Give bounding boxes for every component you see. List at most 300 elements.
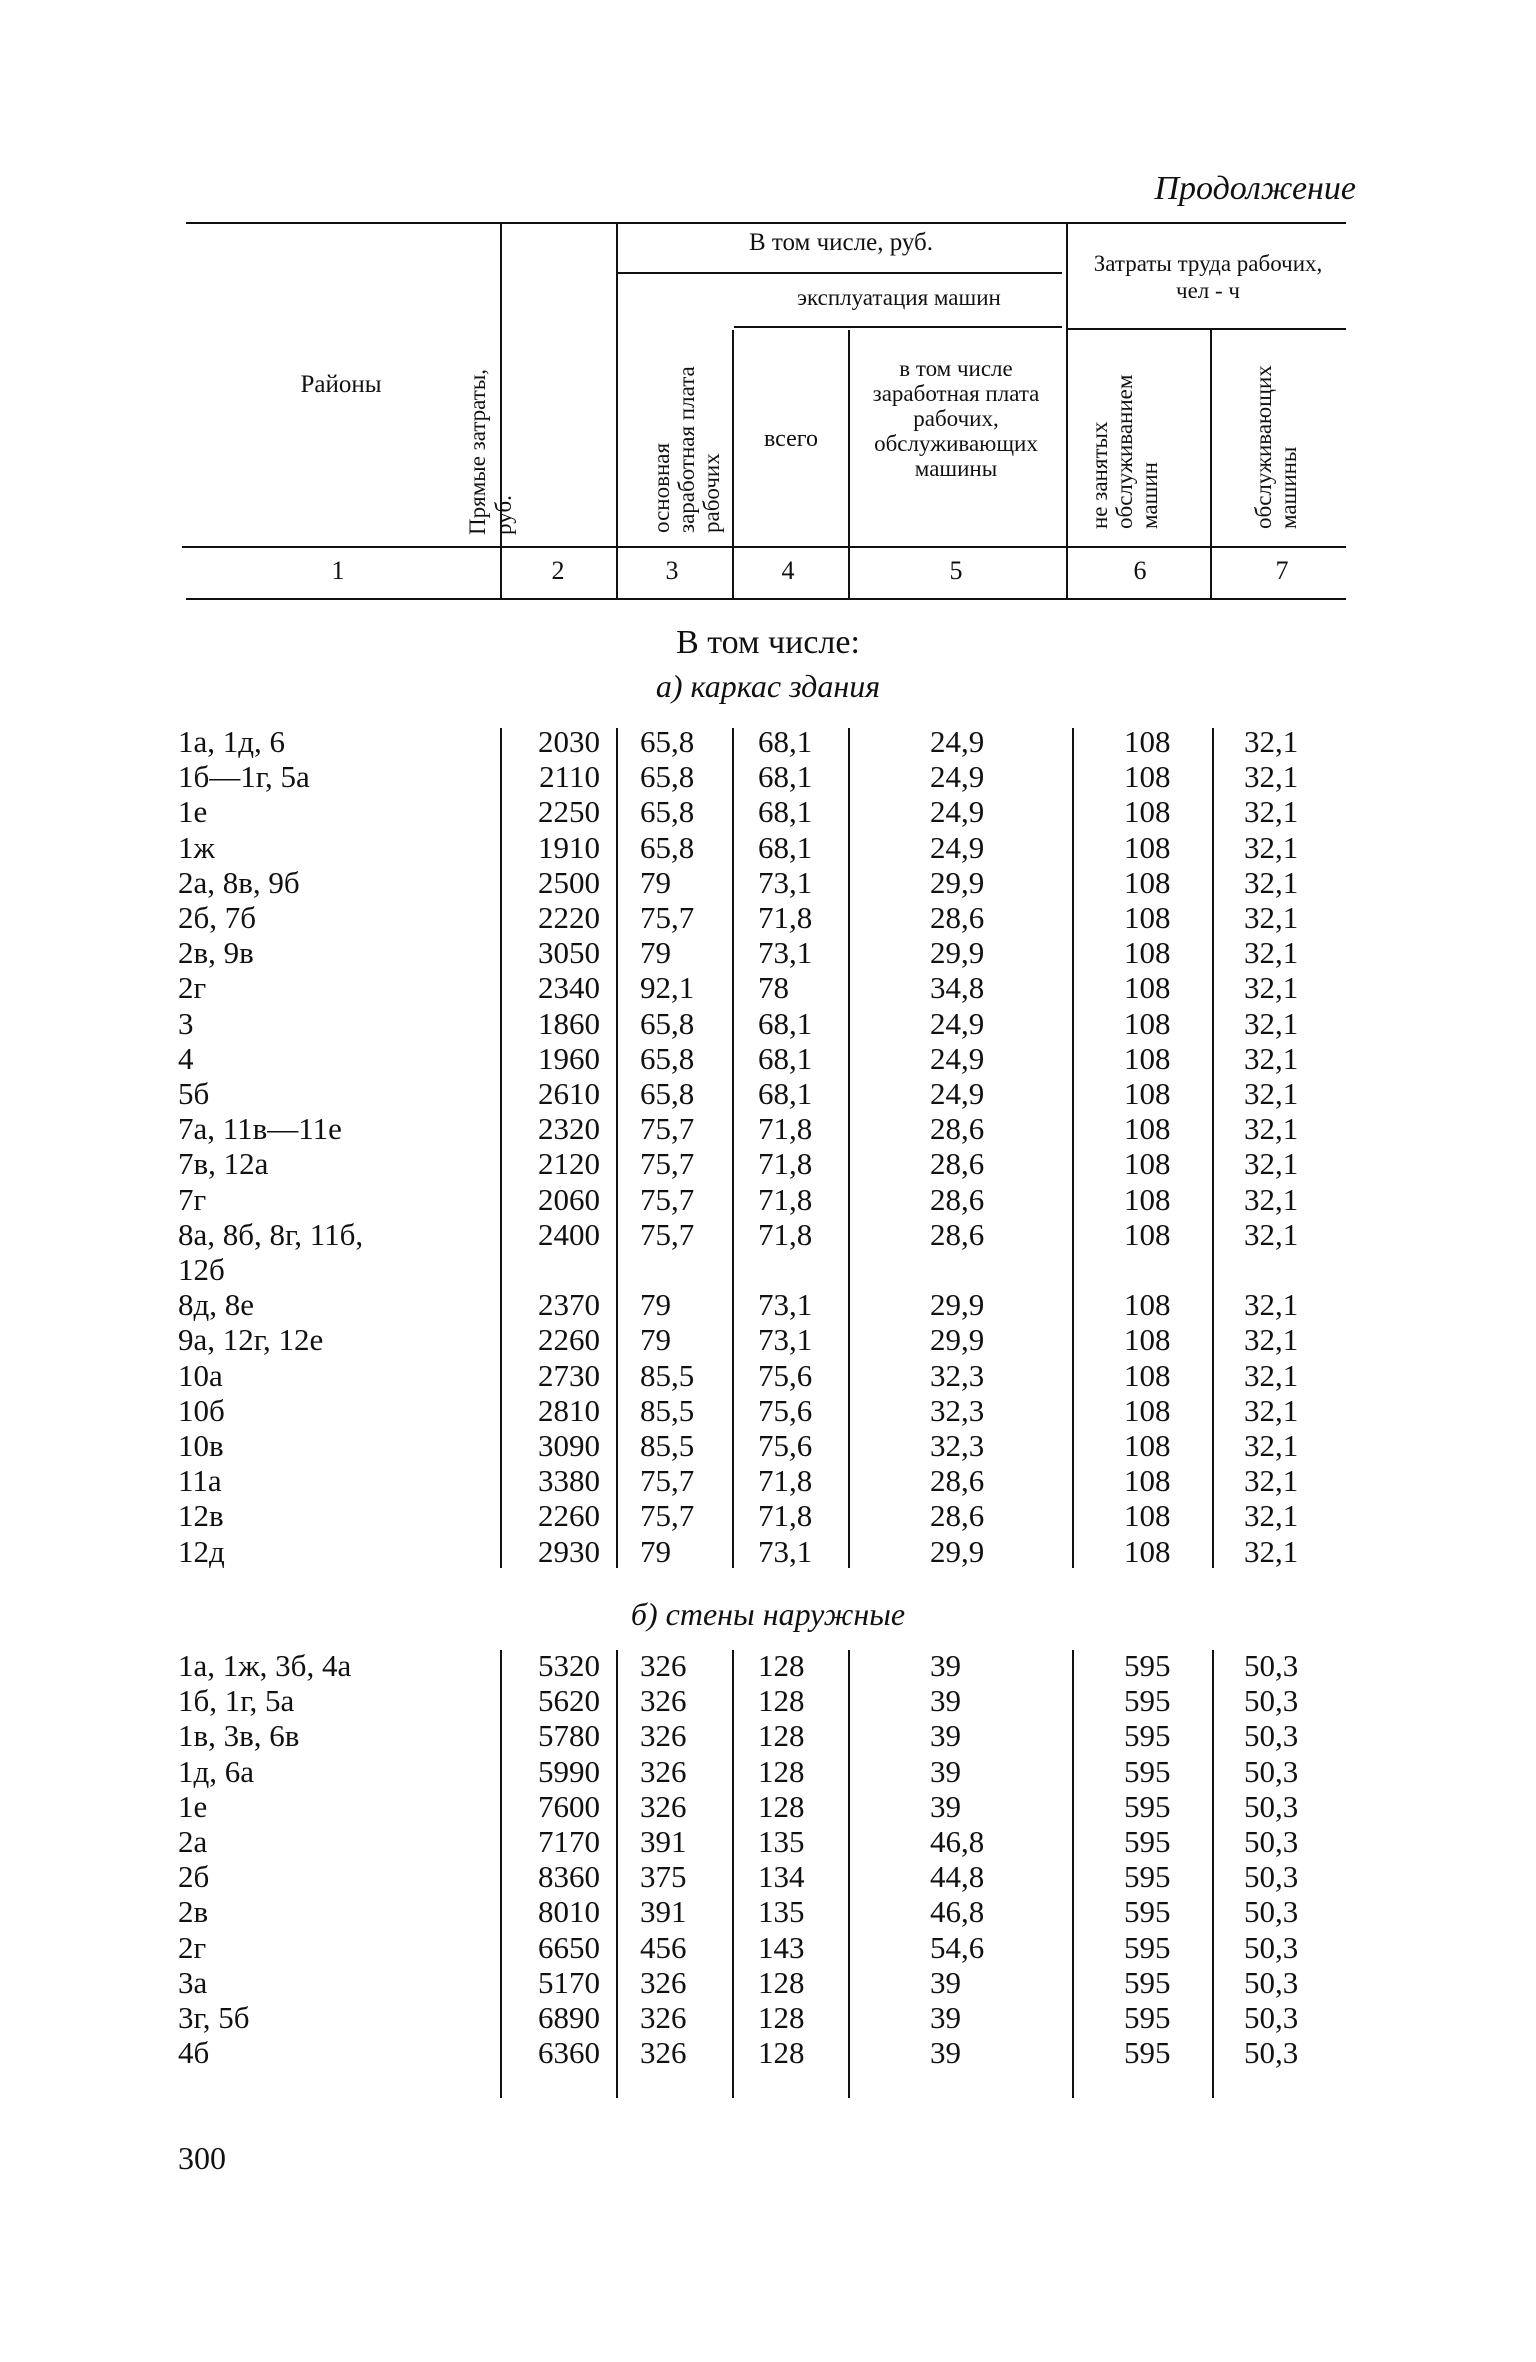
table-row: [0, 900, 1536, 935]
cell-regions: 2б, 7б: [178, 900, 257, 935]
cell-base-wages: 75,7: [640, 1181, 695, 1217]
cell-machine-wages: 29,9: [930, 935, 985, 971]
cell-labor-not-machines: 108: [1124, 1322, 1171, 1358]
cell-labor-machines: 32,1: [1244, 1533, 1299, 1569]
cell-machines-total: 71,8: [758, 1498, 813, 1534]
cell-direct-costs: 8360: [538, 1859, 600, 1895]
cell-labor-not-machines: 108: [1124, 1498, 1171, 1534]
cell-machine-wages: 24,9: [930, 1005, 985, 1041]
table-row: [0, 1146, 1536, 1181]
cell-labor-machines: 32,1: [1244, 864, 1299, 900]
group-main-rule: [618, 272, 1062, 274]
cell-base-wages: 75,7: [640, 1111, 695, 1147]
table-row: [0, 1463, 1536, 1498]
cell-base-wages: 65,8: [640, 1076, 695, 1111]
table-row: [0, 1076, 1536, 1111]
cell-regions: 1е: [178, 794, 208, 830]
colnum-bottom-rule: [186, 598, 1346, 600]
cell-machine-wages: 39: [930, 1788, 961, 1824]
cell-direct-costs: 2610: [538, 1076, 600, 1111]
cell-labor-not-machines: 595: [1124, 1894, 1171, 1930]
table-row: [0, 1789, 1536, 1824]
cell-labor-not-machines: 108: [1124, 1287, 1171, 1323]
cell-regions: 12д: [178, 1533, 225, 1569]
table-row: [0, 1498, 1536, 1533]
cell-labor-not-machines: 595: [1124, 1648, 1171, 1683]
cell-direct-costs: 2030: [538, 724, 600, 759]
cell-machines-total: 68,1: [758, 1076, 813, 1111]
cell-labor-machines: 32,1: [1244, 1111, 1299, 1147]
cell-machines-total: 68,1: [758, 724, 813, 759]
table-row: [0, 2035, 1536, 2070]
header-top-rule: [186, 222, 1346, 224]
cell-machine-wages: 39: [930, 1683, 961, 1719]
cell-base-wages: 85,5: [640, 1428, 695, 1463]
cell-labor-machines: 32,1: [1244, 1216, 1299, 1252]
cell-machines-total: 68,1: [758, 759, 813, 795]
cell-direct-costs: 2260: [538, 1498, 600, 1534]
cell-machines-total: 71,8: [758, 1216, 813, 1252]
cell-labor-machines: 50,3: [1244, 1824, 1299, 1859]
header-vline-3: [732, 330, 734, 598]
cell-labor-not-machines: 108: [1124, 935, 1171, 971]
header-base-wages: основная заработная плата рабочих: [649, 366, 724, 533]
cell-base-wages: 85,5: [640, 1357, 695, 1393]
cell-base-wages: 75,7: [640, 1146, 695, 1182]
cell-labor-machines: 32,1: [1244, 970, 1299, 1006]
table-row: [0, 1393, 1536, 1428]
cell-base-wages: 65,8: [640, 829, 695, 865]
cell-machines-total: 71,8: [758, 1463, 813, 1499]
cell-labor-not-machines: 108: [1124, 1357, 1171, 1393]
cell-labor-not-machines: 595: [1124, 1718, 1171, 1754]
cell-labor-not-machines: 595: [1124, 1824, 1171, 1859]
cell-regions: 4: [178, 1040, 194, 1076]
table-row: [0, 1824, 1536, 1859]
cell-labor-machines: 50,3: [1244, 1718, 1299, 1754]
cell-direct-costs: 8010: [538, 1894, 600, 1930]
section-title-walls: б) стены наружные: [630, 1596, 906, 1632]
cell-direct-costs: 2260: [538, 1322, 600, 1358]
header-vline-2: [616, 224, 618, 598]
cell-labor-not-machines: 108: [1124, 724, 1171, 759]
cell-machine-wages: 54,6: [930, 1929, 985, 1965]
cell-labor-not-machines: 108: [1124, 900, 1171, 935]
cell-labor-not-machines: 108: [1124, 1428, 1171, 1463]
header-bottom-rule: [182, 546, 1346, 548]
cell-machine-wages: 28,6: [930, 1498, 985, 1534]
cell-machine-wages: 29,9: [930, 864, 985, 900]
cell-machines-total: 73,1: [758, 1287, 813, 1323]
cell-machines-total: 128: [758, 2000, 805, 2035]
cell-regions: 7г: [178, 1181, 207, 1217]
cell-direct-costs: 5170: [538, 1964, 600, 2000]
cell-machine-wages: 24,9: [930, 829, 985, 865]
cell-machine-wages: 39: [930, 2000, 961, 2035]
cell-machines-total: 128: [758, 1648, 805, 1683]
colnum-3: 3: [665, 556, 679, 585]
cell-labor-not-machines: 108: [1124, 1040, 1171, 1076]
cell-machines-total: 71,8: [758, 1146, 813, 1182]
cell-labor-not-machines: 108: [1124, 1533, 1171, 1569]
cell-machines-total: 128: [758, 1788, 805, 1824]
cell-regions: 2б: [178, 1859, 210, 1895]
cell-machine-wages: 32,3: [930, 1357, 985, 1393]
cell-base-wages: 65,8: [640, 1005, 695, 1041]
header-machines-total: всего: [763, 426, 819, 452]
cell-base-wages: 326: [640, 1718, 687, 1754]
cell-regions: 3: [178, 1005, 194, 1041]
cell-direct-costs: 3380: [538, 1463, 600, 1499]
cell-labor-machines: 32,1: [1244, 829, 1299, 865]
cell-machines-total: 68,1: [758, 794, 813, 830]
cell-machines-total: 135: [758, 1894, 805, 1930]
cell-regions: 8а, 8б, 8г, 11б,: [178, 1216, 364, 1252]
cell-labor-not-machines: 108: [1124, 1146, 1171, 1182]
cell-direct-costs: 6650: [538, 1929, 600, 1965]
table-row: [0, 1111, 1536, 1146]
cell-machines-total: 134: [758, 1859, 805, 1895]
cell-regions: 11а: [178, 1463, 222, 1499]
cell-machines-total: 73,1: [758, 935, 813, 971]
cell-direct-costs: 2730: [538, 1357, 600, 1393]
cell-direct-costs: 5780: [538, 1718, 600, 1754]
cell-direct-costs: 2060: [538, 1181, 600, 1217]
cell-regions: 10а: [178, 1357, 223, 1393]
cell-labor-machines: 50,3: [1244, 1964, 1299, 2000]
cell-regions: 1д, 6а: [178, 1753, 255, 1789]
cell-regions: 2а, 8в, 9б: [178, 864, 300, 900]
header-group-machines: эксплуатация машин: [797, 285, 1001, 310]
cell-machines-total: 78: [758, 970, 789, 1006]
cell-labor-machines: 32,1: [1244, 1463, 1299, 1499]
table-row: [0, 794, 1536, 829]
table-row: [0, 2000, 1536, 2035]
cell-machines-total: 68,1: [758, 829, 813, 865]
cell-machine-wages: 32,3: [930, 1428, 985, 1463]
table-row: [0, 1648, 1536, 1683]
cell-direct-costs: 6360: [538, 2035, 600, 2071]
cell-direct-costs: 2220: [538, 900, 600, 935]
cell-direct-costs: 2810: [538, 1392, 600, 1428]
cell-machine-wages: 24,9: [930, 1076, 985, 1111]
cell-labor-machines: 50,3: [1244, 1788, 1299, 1824]
cell-base-wages: 79: [640, 1322, 671, 1358]
cell-direct-costs: 2930: [538, 1533, 600, 1569]
cell-direct-costs: 2370: [538, 1287, 600, 1323]
header-not-machine-labor: не занятых обслуживанием машин: [1087, 374, 1162, 529]
cell-regions: 12б: [178, 1252, 225, 1287]
page-number: 300: [178, 2140, 226, 2176]
cell-machine-wages: 34,8: [930, 970, 985, 1006]
cell-base-wages: 75,7: [640, 1463, 695, 1499]
cell-regions: 2в: [178, 1894, 209, 1930]
cell-labor-not-machines: 595: [1124, 1683, 1171, 1719]
cell-labor-machines: 32,1: [1244, 1181, 1299, 1217]
cell-machines-total: 75,6: [758, 1357, 813, 1393]
cell-labor-not-machines: 595: [1124, 1753, 1171, 1789]
cell-machines-total: 75,6: [758, 1428, 813, 1463]
header-group-main: В том числе, руб.: [748, 229, 934, 256]
table-row: [0, 1182, 1536, 1217]
cell-labor-machines: 32,1: [1244, 1287, 1299, 1323]
cell-direct-costs: 5620: [538, 1683, 600, 1719]
cell-machines-total: 73,1: [758, 864, 813, 900]
header-vline-4: [848, 330, 850, 598]
cell-machine-wages: 28,6: [930, 1216, 985, 1252]
cell-labor-machines: 50,3: [1244, 1648, 1299, 1683]
table-row: [0, 1287, 1536, 1322]
cell-base-wages: 391: [640, 1824, 687, 1859]
cell-machine-wages: 29,9: [930, 1322, 985, 1358]
cell-base-wages: 79: [640, 1287, 671, 1323]
cell-labor-machines: 32,1: [1244, 1392, 1299, 1428]
cell-base-wages: 85,5: [640, 1392, 695, 1428]
cell-machine-wages: 24,9: [930, 794, 985, 830]
cell-machines-total: 68,1: [758, 1005, 813, 1041]
cell-regions: 3г, 5б: [178, 2000, 250, 2035]
cell-direct-costs: 2500: [538, 864, 600, 900]
cell-machine-wages: 24,9: [930, 724, 985, 759]
cell-machines-total: 71,8: [758, 1111, 813, 1147]
cell-machine-wages: 39: [930, 1718, 961, 1754]
cell-labor-machines: 32,1: [1244, 1076, 1299, 1111]
cell-machines-total: 128: [758, 2035, 805, 2071]
table-row: [0, 1894, 1536, 1929]
table-row: [0, 724, 1536, 759]
cell-direct-costs: 7170: [538, 1824, 600, 1859]
cell-machine-wages: 29,9: [930, 1287, 985, 1323]
cell-labor-not-machines: 595: [1124, 1964, 1171, 2000]
continuation-label: Продолжение: [1154, 170, 1356, 207]
cell-labor-machines: 50,3: [1244, 1859, 1299, 1895]
cell-base-wages: 65,8: [640, 759, 695, 795]
colnum-6: 6: [1133, 556, 1147, 585]
cell-labor-machines: 32,1: [1244, 1322, 1299, 1358]
group-labor-rule: [1068, 328, 1346, 330]
cell-direct-costs: 6890: [538, 2000, 600, 2035]
table-row: [0, 1965, 1536, 2000]
cell-base-wages: 375: [640, 1859, 687, 1895]
cell-labor-not-machines: 595: [1124, 1859, 1171, 1895]
cell-labor-not-machines: 108: [1124, 759, 1171, 795]
cell-machines-total: 73,1: [758, 1533, 813, 1569]
cell-regions: 10в: [178, 1428, 224, 1463]
cell-direct-costs: 3090: [538, 1428, 600, 1463]
cell-machines-total: 75,6: [758, 1392, 813, 1428]
group-machines-rule: [734, 326, 1062, 328]
cell-regions: 8д, 8е: [178, 1287, 255, 1323]
cell-labor-machines: 50,3: [1244, 1683, 1299, 1719]
cell-labor-machines: 50,3: [1244, 2035, 1299, 2071]
cell-labor-machines: 32,1: [1244, 900, 1299, 935]
cell-regions: 1в, 3в, 6в: [178, 1718, 300, 1754]
header-machine-labor: обслуживающих машины: [1251, 365, 1301, 529]
cell-labor-not-machines: 595: [1124, 1788, 1171, 1824]
cell-base-wages: 65,8: [640, 1040, 695, 1076]
cell-base-wages: 79: [640, 864, 671, 900]
cell-labor-not-machines: 108: [1124, 1005, 1171, 1041]
cell-machine-wages: 46,8: [930, 1894, 985, 1930]
cell-machine-wages: 28,6: [930, 1111, 985, 1147]
cell-machine-wages: 39: [930, 1753, 961, 1789]
cell-regions: 1б—1г, 5а: [178, 759, 310, 795]
cell-machines-total: 68,1: [758, 1040, 813, 1076]
cell-base-wages: 326: [640, 1964, 687, 2000]
cell-labor-not-machines: 595: [1124, 2035, 1171, 2071]
cell-regions: 2в, 9в: [178, 935, 254, 971]
intro-text: В том числе:: [676, 624, 860, 661]
table-row: [0, 1041, 1536, 1076]
cell-labor-machines: 32,1: [1244, 759, 1299, 795]
colnum-2: 2: [551, 556, 565, 585]
cell-regions: 2а: [178, 1824, 208, 1859]
cell-machines-total: 128: [758, 1753, 805, 1789]
cell-regions: 1а, 1ж, 3б, 4а: [178, 1648, 352, 1683]
cell-labor-machines: 32,1: [1244, 1005, 1299, 1041]
table-row: [0, 1683, 1536, 1718]
cell-machine-wages: 29,9: [930, 1533, 985, 1569]
section-title-frame: а) каркас здания: [655, 668, 881, 704]
cell-machines-total: 135: [758, 1824, 805, 1859]
cell-direct-costs: 2110: [539, 759, 600, 795]
cell-machine-wages: 28,6: [930, 1146, 985, 1182]
header-machine-wages: в том числе заработная плата рабочих, обслуживающих машины: [872, 356, 1040, 481]
table-row: [0, 935, 1536, 970]
cell-base-wages: 92,1: [640, 970, 695, 1006]
cell-base-wages: 65,8: [640, 794, 695, 830]
cell-regions: 10б: [178, 1392, 225, 1428]
cell-regions: 7в, 12а: [178, 1146, 269, 1182]
cell-labor-machines: 32,1: [1244, 1357, 1299, 1393]
cell-machine-wages: 39: [930, 1964, 961, 2000]
cell-base-wages: 326: [640, 2000, 687, 2035]
table-row: [0, 1534, 1536, 1569]
cell-base-wages: 326: [640, 1683, 687, 1719]
table-row: [0, 1217, 1536, 1252]
cell-labor-not-machines: 108: [1124, 1463, 1171, 1499]
cell-labor-not-machines: 108: [1124, 1216, 1171, 1252]
cell-machines-total: 71,8: [758, 1181, 813, 1217]
cell-labor-machines: 50,3: [1244, 1929, 1299, 1965]
cell-labor-not-machines: 108: [1124, 1076, 1171, 1111]
cell-regions: 4б: [178, 2035, 210, 2071]
cell-regions: 1е: [178, 1788, 208, 1824]
cell-direct-costs: 1860: [538, 1005, 600, 1041]
cell-labor-not-machines: 595: [1124, 2000, 1171, 2035]
cell-machine-wages: 39: [930, 2035, 961, 2071]
header-regions: Районы: [300, 371, 382, 398]
cell-machines-total: 128: [758, 1683, 805, 1719]
cell-direct-costs: 2340: [538, 970, 600, 1006]
cell-regions: 2г: [178, 1929, 207, 1965]
table-row: [0, 830, 1536, 865]
table-row: [0, 1718, 1536, 1753]
cell-machine-wages: 28,6: [930, 900, 985, 935]
cell-labor-not-machines: 595: [1124, 1929, 1171, 1965]
cell-base-wages: 391: [640, 1894, 687, 1930]
cell-machine-wages: 24,9: [930, 759, 985, 795]
cell-machines-total: 71,8: [758, 900, 813, 935]
cell-base-wages: 79: [640, 935, 671, 971]
cell-base-wages: 75,7: [640, 1498, 695, 1534]
table-row: [0, 1930, 1536, 1965]
table-row: [0, 1358, 1536, 1393]
cell-labor-not-machines: 108: [1124, 794, 1171, 830]
table-row: [0, 1322, 1536, 1357]
cell-direct-costs: 5320: [538, 1648, 600, 1683]
cell-regions: 1ж: [178, 829, 215, 865]
cell-base-wages: 326: [640, 1788, 687, 1824]
cell-machine-wages: 28,6: [930, 1181, 985, 1217]
header-vline-5: [1066, 224, 1068, 598]
cell-direct-costs: 2250: [538, 794, 600, 830]
table-row: [0, 1859, 1536, 1894]
cell-base-wages: 326: [640, 2035, 687, 2071]
colnum-1: 1: [331, 556, 345, 585]
cell-labor-not-machines: 108: [1124, 970, 1171, 1006]
cell-labor-not-machines: 108: [1124, 1111, 1171, 1147]
cell-labor-not-machines: 108: [1124, 1392, 1171, 1428]
cell-regions: 12в: [178, 1498, 224, 1534]
cell-machine-wages: 28,6: [930, 1463, 985, 1499]
cell-direct-costs: 1910: [538, 829, 600, 865]
table-row: [0, 970, 1536, 1005]
cell-labor-machines: 50,3: [1244, 1894, 1299, 1930]
cell-machines-total: 128: [758, 1964, 805, 2000]
cell-direct-costs: 2320: [538, 1111, 600, 1147]
header-direct-costs: Прямые затраты, руб.: [465, 368, 516, 535]
cell-machine-wages: 32,3: [930, 1392, 985, 1428]
cell-base-wages: 79: [640, 1533, 671, 1569]
cell-direct-costs: 3050: [538, 935, 600, 971]
cell-labor-machines: 32,1: [1244, 1146, 1299, 1182]
cell-direct-costs: 5990: [538, 1753, 600, 1789]
cell-labor-machines: 32,1: [1244, 724, 1299, 759]
cell-labor-machines: 32,1: [1244, 935, 1299, 971]
cell-regions: 3а: [178, 1964, 208, 2000]
table-row: [0, 1006, 1536, 1041]
cell-base-wages: 326: [640, 1648, 687, 1683]
cell-labor-not-machines: 108: [1124, 864, 1171, 900]
cell-regions: 5б: [178, 1076, 210, 1111]
cell-labor-machines: 32,1: [1244, 1428, 1299, 1463]
cell-direct-costs: 2400: [538, 1216, 600, 1252]
cell-machines-total: 143: [758, 1929, 805, 1965]
table-row: [0, 1428, 1536, 1463]
table-row: [0, 759, 1536, 794]
cell-labor-not-machines: 108: [1124, 1181, 1171, 1217]
cell-base-wages: 326: [640, 1753, 687, 1789]
cell-machines-total: 73,1: [758, 1322, 813, 1358]
cell-direct-costs: 1960: [538, 1040, 600, 1076]
cell-labor-machines: 50,3: [1244, 2000, 1299, 2035]
table-row: [0, 865, 1536, 900]
table-row: [0, 1252, 1536, 1287]
cell-base-wages: 456: [640, 1929, 687, 1965]
header-group-labor: Затраты труда рабочих, чел - ч: [1093, 251, 1323, 303]
colnum-4: 4: [781, 556, 795, 585]
cell-direct-costs: 7600: [538, 1788, 600, 1824]
cell-labor-machines: 32,1: [1244, 1040, 1299, 1076]
cell-base-wages: 75,7: [640, 1216, 695, 1252]
cell-labor-not-machines: 108: [1124, 829, 1171, 865]
cell-labor-machines: 50,3: [1244, 1753, 1299, 1789]
cell-regions: 1а, 1д, 6: [178, 724, 286, 759]
cell-regions: 2г: [178, 970, 207, 1006]
cell-regions: 7а, 11в—11е: [178, 1111, 342, 1147]
cell-regions: 1б, 1г, 5а: [178, 1683, 295, 1719]
